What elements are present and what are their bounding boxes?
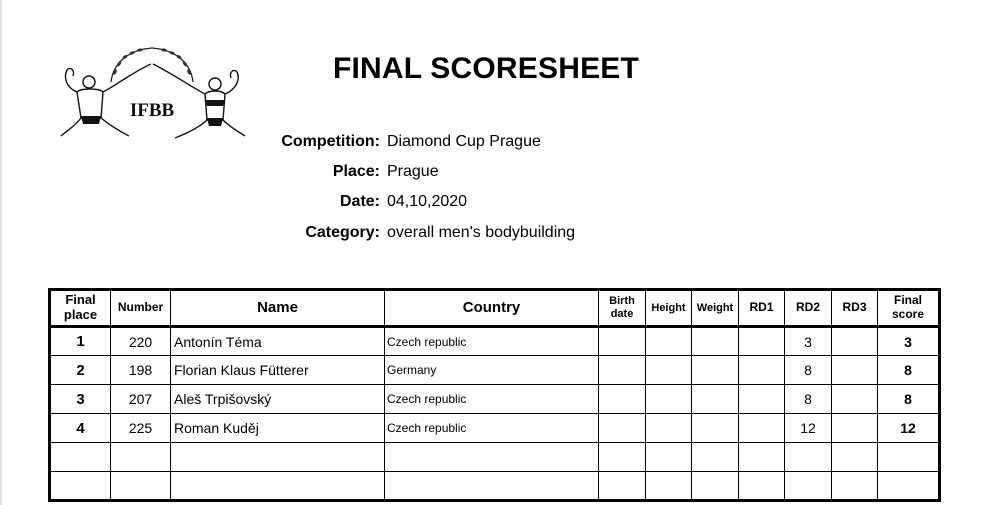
cell-height: [646, 414, 692, 443]
cell-rd2: 8: [785, 356, 832, 385]
info-value: Diamond Cup Prague: [387, 133, 541, 150]
cell-name: [171, 472, 385, 501]
cell-name: [171, 443, 385, 472]
table-row: [50, 385, 940, 414]
cell-rd3: [832, 472, 878, 501]
cell-final-score: 8: [878, 385, 940, 414]
table-row: [50, 327, 940, 356]
cell-number: 198: [111, 356, 171, 385]
cell-number: 207: [111, 385, 171, 414]
table-header-row: [50, 290, 940, 327]
header-rd2: RD2: [785, 290, 832, 327]
cell-rd2: 3: [785, 327, 832, 356]
cell-country: Czech republic: [385, 385, 599, 414]
table-row: [50, 414, 940, 443]
cell-name: Florian Klaus Fütterer: [171, 356, 385, 385]
cell-rd2: [785, 472, 832, 501]
cell-rd3: [832, 385, 878, 414]
header-rd3: RD3: [832, 290, 878, 327]
cell-weight: [692, 414, 739, 443]
cell-rd1: [739, 385, 785, 414]
cell-birth-date: [599, 327, 646, 356]
cell-rd1: [739, 327, 785, 356]
cell-place: [50, 472, 111, 501]
cell-weight: [692, 443, 739, 472]
cell-country: Czech republic: [385, 327, 599, 356]
cell-birth-date: [599, 356, 646, 385]
cell-rd2: [785, 443, 832, 472]
cell-birth-date: [599, 414, 646, 443]
cell-country: Czech republic: [385, 414, 599, 443]
cell-country: [385, 472, 599, 501]
cell-country: [385, 443, 599, 472]
logo-text: IFBB: [129, 100, 175, 121]
cell-final-score: [878, 472, 940, 501]
cell-height: [646, 472, 692, 501]
cell-final-score: 3: [878, 327, 940, 356]
cell-weight: [692, 356, 739, 385]
cell-height: [646, 356, 692, 385]
info-value: overall men's bodybuilding: [387, 224, 576, 241]
cell-rd1: [739, 356, 785, 385]
header-final-score: Final score: [878, 290, 940, 327]
cell-birth-date: [599, 385, 646, 414]
header-country: Country: [385, 290, 599, 327]
cell-country: Germany: [385, 356, 599, 385]
cell-number: [111, 472, 171, 501]
info-label: Category:: [305, 224, 380, 241]
scoresheet-table: [48, 288, 941, 502]
cell-birth-date: [599, 443, 646, 472]
cell-rd1: [739, 414, 785, 443]
page-edge: [0, 0, 2, 505]
cell-place: 2: [50, 356, 111, 385]
cell-final-score: 8: [878, 356, 940, 385]
cell-rd1: [739, 472, 785, 501]
header-rd1: RD1: [739, 290, 785, 327]
cell-rd3: [832, 327, 878, 356]
info-value: Prague: [387, 163, 439, 180]
info-label: Competition:: [281, 133, 380, 150]
cell-number: [111, 443, 171, 472]
cell-height: [646, 327, 692, 356]
header-number: Number: [111, 290, 171, 327]
info-label: Date:: [339, 193, 380, 210]
cell-number: 220: [111, 327, 171, 356]
cell-name: Aleš Trpišovský: [171, 385, 385, 414]
cell-height: [646, 385, 692, 414]
cell-name: Antonín Téma: [171, 327, 385, 356]
cell-birth-date: [599, 472, 646, 501]
cell-place: [50, 443, 111, 472]
cell-place: 3: [50, 385, 111, 414]
cell-weight: [692, 385, 739, 414]
cell-rd3: [832, 443, 878, 472]
cell-rd1: [739, 443, 785, 472]
table-row: [50, 443, 940, 472]
cell-place: 1: [50, 327, 111, 356]
header-weight: Weight: [692, 290, 739, 327]
header-height: Height: [646, 290, 692, 327]
cell-rd2: 12: [785, 414, 832, 443]
info-value: 04,10,2020: [387, 193, 468, 210]
cell-number: 225: [111, 414, 171, 443]
ifbb-logo: [55, 40, 250, 148]
cell-weight: [692, 327, 739, 356]
table-row: [50, 356, 940, 385]
cell-final-score: [878, 443, 940, 472]
cell-height: [646, 443, 692, 472]
header-birth-date: Birth date: [599, 290, 646, 327]
cell-place: 4: [50, 414, 111, 443]
page-title: FINAL SCORESHEET: [333, 52, 640, 85]
cell-final-score: 12: [878, 414, 940, 443]
cell-weight: [692, 472, 739, 501]
cell-rd3: [832, 356, 878, 385]
header-final-place: Final place: [50, 290, 111, 327]
cell-rd2: 8: [785, 385, 832, 414]
cell-name: Roman Kuděj: [171, 414, 385, 443]
cell-rd3: [832, 414, 878, 443]
header-name: Name: [171, 290, 385, 327]
info-label: Place:: [332, 163, 380, 180]
table-row: [50, 472, 940, 501]
